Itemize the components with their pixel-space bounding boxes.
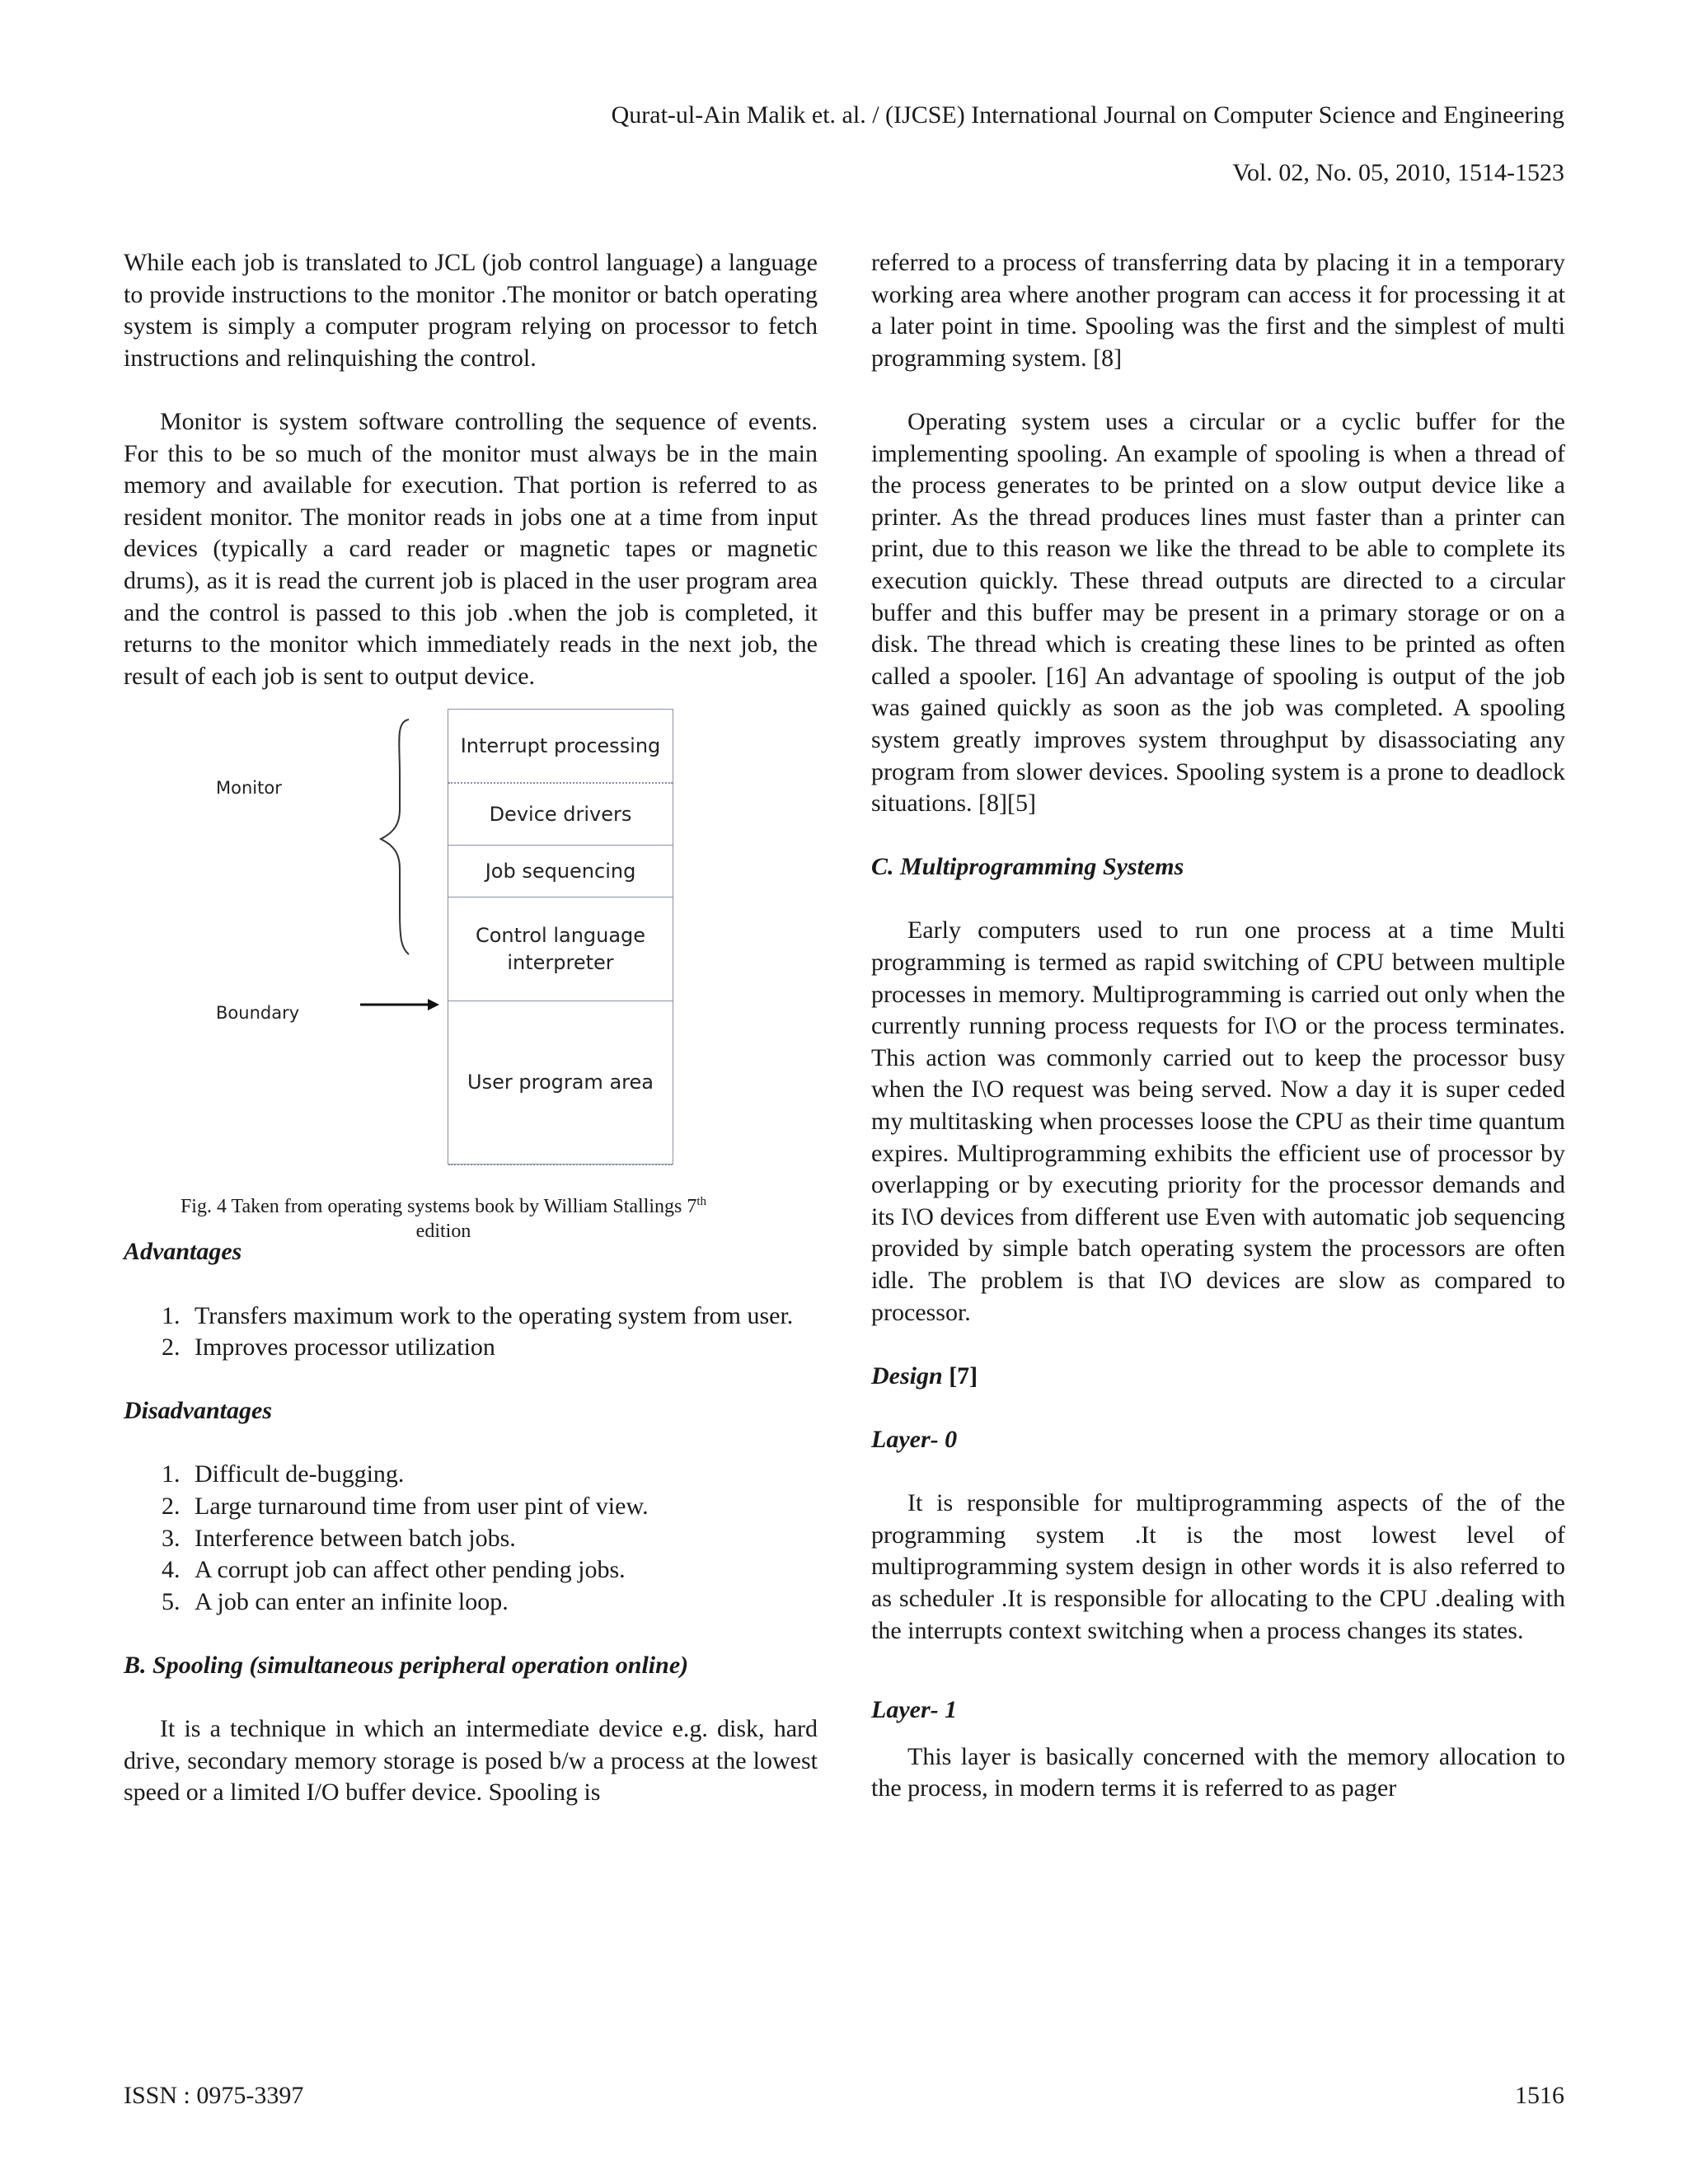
section-heading-disadvantages: Disadvantages <box>124 1397 272 1425</box>
paragraph: It is responsible for multiprogramming aspects of the of the programming system .It is the most lowest level of multiprogramming system design in other words it is also referred to as scheduler .It is responsible for allocating to the CPU .dealing with the interrupts context switching when a process changes its states. <box>871 1489 1565 1644</box>
figure-caption-superscript: th <box>696 1195 707 1209</box>
curly-brace-icon <box>381 719 409 954</box>
cell-user-program-area: User program area <box>448 1001 673 1165</box>
left-column <box>124 247 818 1809</box>
paragraph: referred to a process of transferring data by placing it in a temporary working area where another program can access it for processing it at a later point in time. Spooling was the first and the simplest of multi programming system. [8] <box>871 249 1565 372</box>
list-item: 1. Difficult de-bugging. <box>186 1459 818 1491</box>
design-heading-reference: [7] <box>949 1361 978 1390</box>
figure-label-boundary: Boundary <box>216 1003 300 1024</box>
footer-page-number: 1516 <box>1515 2082 1564 2109</box>
figure-caption <box>124 1189 763 1244</box>
list-item: 1. Transfers maximum work to the operating system from user. <box>186 1301 818 1333</box>
running-header-citation: Qurat-ul-Ain Malik et. al. / (IJCSE) International Journal on Computer Science and Engineering <box>611 101 1564 129</box>
paragraph: While each job is translated to JCL (job control language) a language to provide instructions to the monitor .The monitor or batch operating system is simply a computer program relying on processor to fetch instructions and relinquishing the control. <box>124 249 818 372</box>
paragraph: This layer is basically concerned with the memory allocation to the process, in modern terms it is referred to as pager <box>871 1742 1565 1802</box>
figure-monitor-memory-layout <box>124 709 818 1243</box>
figure-caption-text: Fig. 4 Taken from operating systems book by William Stallings 7 <box>180 1196 697 1218</box>
cell-control-language-interpreter: Control language interpreter <box>448 898 673 1001</box>
paragraph: It is a technique in which an intermediate device e.g. disk, hard drive, secondary memory storage is posed b/w a process at the lowest speed or a limited I/O buffer device. Spooling is <box>124 1715 818 1807</box>
memory-stack <box>448 709 673 1165</box>
section-heading-layer-1: Layer- 1 <box>871 1696 958 1724</box>
advantages-list <box>124 1301 818 1364</box>
list-item: 5. A job can enter an infinite loop. <box>186 1586 818 1619</box>
list-item: 3. Interference between batch jobs. <box>186 1523 818 1555</box>
running-header-volume: Vol. 02, No. 05, 2010, 1514-1523 <box>1232 159 1564 186</box>
paragraph: Operating system uses a circular or a cyclic buffer for the implementing spooling. An example of spooling is when a thread of the process generates to be printed on a slow output device like a printer. As the thread produces lines must faster than a printer can print, due to this reason we like the thread to be able to complete its execution quickly. These thread outputs are directed to a circular buffer and this buffer may be present in a primary storage or on a disk. The thread which is creating these lines to be printed as often called a spooler. [16] An advantage of spooling is output of the job was gained quickly as soon as the job was completed. A spooling system greatly improves system throughput by disassociating any program from slower devices. Spooling system is a prone to deadlock situations. [8][5] <box>871 407 1565 818</box>
cell-device-drivers: Device drivers <box>448 784 673 846</box>
list-item: 4. A corrupt job can affect other pending jobs. <box>186 1554 818 1586</box>
footer-issn: ISSN : 0975-3397 <box>124 2082 304 2109</box>
section-heading-design <box>871 1361 1565 1393</box>
figure-caption-end: edition <box>415 1221 471 1243</box>
figure-label-monitor: Monitor <box>216 778 282 799</box>
design-heading-text: Design <box>871 1361 943 1390</box>
cell-job-sequencing: Job sequencing <box>448 846 673 898</box>
section-heading-spooling: B. Spooling (simultaneous peripheral operation online) <box>124 1652 689 1680</box>
section-heading-advantages: Advantages <box>124 1238 242 1266</box>
list-item: 2. Improves processor utilization <box>186 1332 818 1364</box>
disadvantages-list <box>124 1459 818 1618</box>
list-item: 2. Large turnaround time from user pint of view. <box>186 1491 818 1523</box>
paragraph: Monitor is system software controlling the sequence of events. For this to be so much of the monitor must always be in the main memory and available for execution. That portion is referred to as resident monitor. The monitor reads in jobs one at a time from input devices (typically a card reader or magnetic tapes or magnetic drums), as it is read the current job is placed in the user program area and the control is passed to this job .when the job is completed, it returns to the monitor which immediately reads in the next job, the result of each job is sent to output device. <box>124 407 818 690</box>
cell-interrupt-processing: Interrupt processing <box>448 710 673 784</box>
right-column <box>871 247 1565 1805</box>
paragraph: Early computers used to run one process at a time Multi programming is termed as rapid switching of CPU between multiple processes in memory. Multiprogramming is carried out only when the currently running process requests for I\O or the process terminates. This action was commonly carried out to keep the processor busy when the I\O request was being served. Now a day it is super ceded my multitasking when processes loose the CPU as their time quantum expires. Multiprogramming exhibits the efficient use of processor by overlapping or by executing priority for the processor demands and its I\O devices from different use Even with automatic job sequencing provided by simple batch operating system the processors are often idle. The problem is that I\O devices are slow as compared to processor. <box>871 916 1565 1326</box>
section-heading-multiprogramming: C. Multiprogramming Systems <box>871 853 1184 881</box>
section-heading-layer-0: Layer- 0 <box>871 1425 958 1453</box>
